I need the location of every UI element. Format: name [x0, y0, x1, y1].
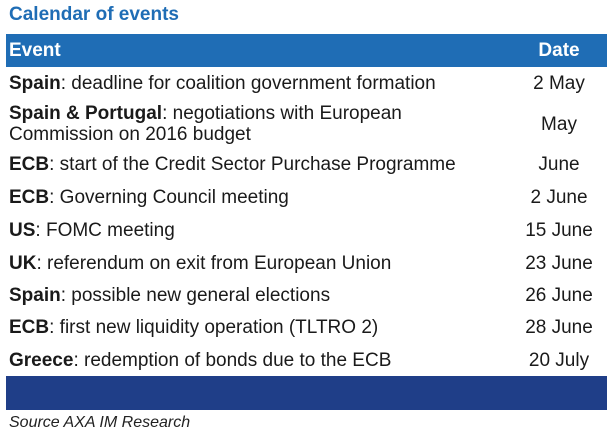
table-header — [6, 34, 607, 67]
event-description: : referendum on exit from European Union — [36, 252, 392, 274]
table-body — [6, 67, 607, 376]
event-cell — [6, 253, 511, 274]
table-row — [6, 67, 607, 100]
table-row — [6, 100, 607, 148]
table-row — [6, 181, 607, 214]
event-subject: ECB — [9, 187, 50, 208]
date-cell: 23 June — [525, 252, 593, 274]
date-cell: 2 May — [533, 73, 585, 94]
event-subject: Spain — [9, 284, 61, 306]
event-description: : deadline for coalition government formation — [60, 73, 436, 94]
events-table — [6, 34, 607, 410]
event-subject: US — [9, 220, 36, 241]
header-date: Date — [538, 39, 580, 61]
event-subject: ECB — [9, 317, 50, 338]
table-row — [6, 214, 607, 247]
event-description: : redemption of bonds due to the ECB — [73, 349, 392, 371]
event-cell — [6, 154, 511, 175]
table-row — [6, 148, 607, 181]
event-cell — [6, 187, 511, 208]
event-subject: ECB — [9, 154, 50, 175]
table-footer-bar — [6, 376, 607, 410]
table-row — [6, 344, 607, 376]
date-cell: 28 June — [525, 317, 593, 338]
event-cell — [6, 285, 511, 306]
event-description: : Governing Council meeting — [49, 187, 289, 208]
event-description: : FOMC meeting — [35, 220, 175, 241]
date-cell: 20 July — [528, 349, 590, 371]
table-row — [6, 247, 607, 279]
table-row — [6, 279, 607, 311]
event-cell — [6, 220, 511, 241]
event-subject: Spain — [9, 73, 61, 94]
date-cell: 15 June — [525, 220, 593, 241]
event-subject: Spain & Portugal — [9, 103, 163, 124]
header-event: Event — [9, 39, 61, 61]
table-row — [6, 311, 607, 344]
event-description: : start of the Credit Sector Purchase Programme — [49, 154, 456, 175]
source-note: Source AXA IM Research — [9, 414, 191, 431]
event-cell — [6, 350, 511, 371]
event-cell — [6, 103, 511, 145]
event-description: : negotiations with European Commission on 2016 budget — [9, 103, 402, 145]
date-cell: June — [538, 154, 580, 175]
event-description: : possible new general elections — [60, 284, 331, 306]
date-cell: 26 June — [525, 284, 593, 306]
event-description: : first new liquidity operation (TLTRO 2) — [49, 317, 379, 338]
event-cell — [6, 317, 511, 338]
event-cell — [6, 73, 511, 94]
date-cell: 2 June — [530, 187, 588, 208]
table-title: Calendar of events — [9, 4, 179, 25]
date-cell: May — [541, 113, 577, 135]
event-subject: Greece — [9, 349, 74, 371]
event-subject: UK — [9, 252, 37, 274]
